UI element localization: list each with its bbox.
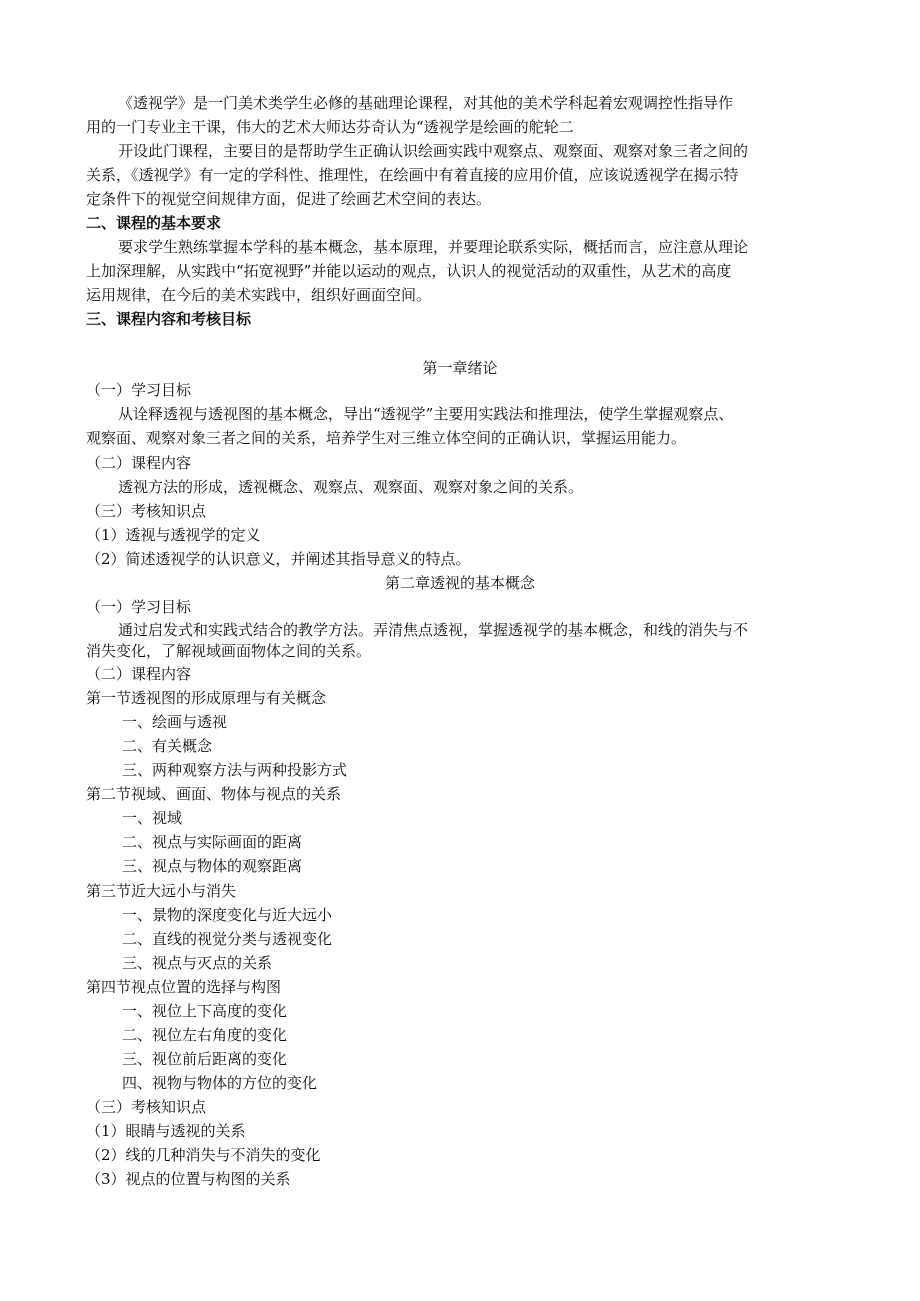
chapter-1-exam-item: （1）透视与透视学的定义 (86, 526, 261, 544)
section-item: 三、视点与物体的观察距离 (122, 857, 303, 875)
section-item: 二、直线的视觉分类与透视变化 (122, 930, 333, 948)
section-item: 三、视点与灭点的关系 (122, 954, 273, 972)
intro-paragraph-1-line-1: 《透视学》是一门美术类学生必修的基础理论课程，对其他的美术学科起着宏观调控性指导作 (118, 94, 734, 112)
chapter-2-section-1-title: 第一节透视图的形成原理与有关概念 (86, 689, 327, 707)
chapter-1-content-text: 透视方法的形成，透视概念、观察点、观察面、观察对象之间的关系。 (118, 478, 584, 496)
intro-paragraph-1-line-2: 用的一门专业主干课，伟大的艺术大师达芬奇认为“透视学是绘画的舵轮二 (86, 118, 574, 136)
intro-paragraph-2-line-3: 定条件下的视觉空间规律方面，促进了绘画艺术空间的表达。 (86, 190, 492, 208)
chapter-2-goal-line-2: 消失变化，了解视域画面物体之间的关系。 (86, 642, 372, 660)
chapter-2-goal-heading: （一）学习目标 (86, 598, 192, 616)
intro-paragraph-2-line-2: 关系，《透视学》有一定的学科性、推理性，在绘画中有着直接的应用价值，应该说透视学在揭示特 (86, 166, 739, 184)
chapter-2-goal-line-1: 通过启发式和实践式结合的教学方法。弄清焦点透视，掌握透视学的基本概念，和线的消失与不 (118, 621, 749, 639)
section-2-heading: 二、课程的基本要求 (86, 214, 222, 232)
section-2-line-1: 要求学生熟练掌握本学科的基本概念，基本原理，并要理论联系实际，概括而言，应注意从理论 (118, 238, 749, 256)
section-item: 三、两种观察方法与两种投影方式 (122, 761, 348, 779)
chapter-2-section-2-title: 第二节视域、画面、物体与视点的关系 (86, 785, 342, 803)
chapter-1-goal-line-2: 观察面、观察对象三者之间的关系，培养学生对三维立体空间的正确认识，掌握运用能力。 (86, 429, 687, 447)
chapter-1-content-heading: （二）课程内容 (86, 454, 192, 472)
chapter-2-section-4-title: 第四节视点位置的选择与构图 (86, 978, 282, 996)
section-item: 一、视域 (122, 809, 183, 827)
section-item: 一、景物的深度变化与近大远小 (122, 906, 333, 924)
intro-paragraph-2-line-1: 开设此门课程，主要目的是帮助学生正确认识绘画实践中观察点、观察面、观察对象三者之间的 (118, 142, 749, 160)
section-2-line-2: 上加深理解，从实践中“拓宽视野”并能以运动的观点，认识人的视觉活动的双重性，从艺术的高度 (86, 262, 732, 280)
section-item: 四、视物与物体的方位的变化 (122, 1074, 318, 1092)
chapter-1-goal-line-1: 从诠释透视与透视图的基本概念，导出“透视学”主要用实践法和推理法，使学生掌握观察点、 (118, 405, 734, 423)
section-item: 一、绘画与透视 (122, 713, 228, 731)
chapter-2-content-heading: （二）课程内容 (86, 665, 192, 683)
section-item: 二、视位左右角度的变化 (122, 1026, 288, 1044)
section-3-heading: 三、课程内容和考核目标 (86, 310, 252, 328)
chapter-1-title: 第一章绪论 (422, 359, 498, 377)
section-2-line-3: 运用规律，在今后的美术实践中，组织好画面空间。 (86, 286, 432, 304)
chapter-1-exam-item: （2）简述透视学的认识意义，并阐述其指导意义的特点。 (86, 550, 471, 568)
chapter-1-exam-heading: （三）考核知识点 (86, 502, 207, 520)
section-item: 三、视位前后距离的变化 (122, 1050, 288, 1068)
section-item: 一、视位上下高度的变化 (122, 1002, 288, 1020)
chapter-2-exam-item: （2）线的几种消失与不消失的变化 (86, 1146, 321, 1164)
chapter-2-title: 第二章透视的基本概念 (384, 574, 535, 592)
section-item: 二、有关概念 (122, 737, 213, 755)
chapter-1-goal-heading: （一）学习目标 (86, 381, 192, 399)
chapter-2-exam-item: （1）眼睛与透视的关系 (86, 1122, 246, 1140)
chapter-2-exam-item: （3）视点的位置与构图的关系 (86, 1170, 291, 1188)
section-item: 二、视点与实际画面的距离 (122, 833, 303, 851)
chapter-2-section-3-title: 第三节近大远小与消失 (86, 882, 237, 900)
chapter-2-exam-heading: （三）考核知识点 (86, 1098, 207, 1116)
